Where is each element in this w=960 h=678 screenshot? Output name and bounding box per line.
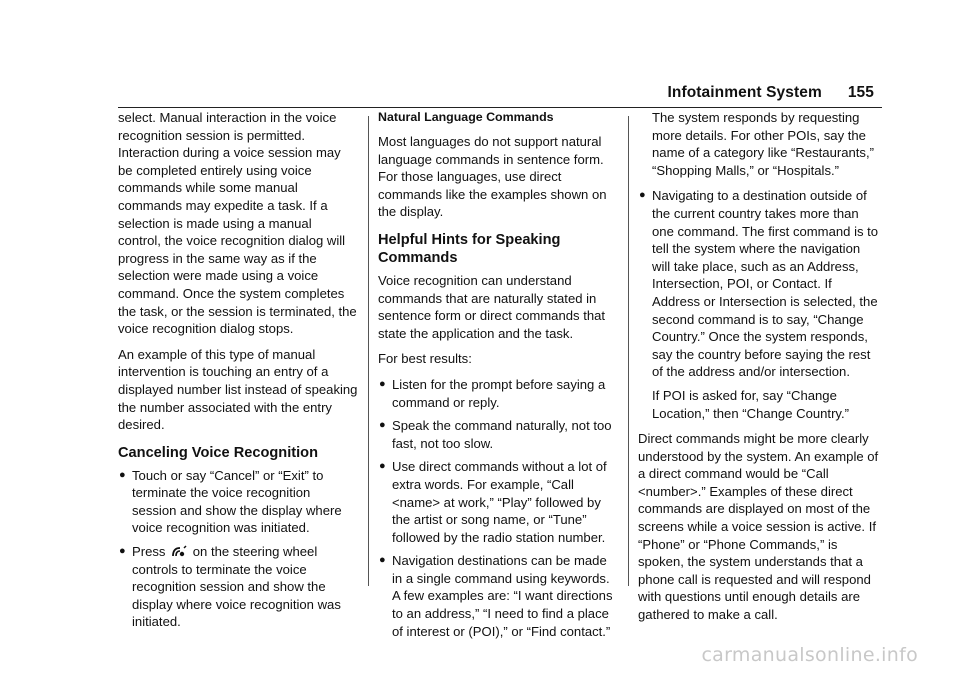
bullet-text: Navigating to a destination outside of the current country takes more than one command. The first command is to tell the system where the navigation will take place, such as an Address, Intersection, POI, or Contact. If Address or Intersection is selected, the second command is to say, “Change Country.” Once the system responds, say the country before saying the rest of the address and/or intersection.	[652, 188, 879, 380]
bullet-text: Listen for the prompt before saying a command or reply.	[392, 376, 606, 410]
list-item	[118, 467, 358, 537]
column-1	[118, 109, 358, 637]
bullet-icon: ●	[379, 377, 386, 390]
list-item	[378, 376, 618, 411]
column-divider-2	[628, 116, 629, 586]
bullet-text: Navigation destinations can be made in a single command using keywords. A few examples are: “I want directions to an address,” “I need to find a place of interest or (POI),” or “Find contact.”	[392, 553, 613, 639]
col2-paragraph-2: Voice recognition can understand commands that are naturally stated in sentence form or direct commands that state the application and the task.	[378, 272, 606, 341]
page-number: 155	[847, 84, 874, 101]
list-item	[378, 458, 618, 546]
list-item	[118, 543, 358, 631]
list-item	[638, 187, 880, 381]
col3-paragraph-2: If POI is asked for, say “Change Location,” then “Change Country.”	[652, 387, 850, 421]
section-title: Infotainment System	[667, 84, 822, 101]
bullet-icon: ●	[379, 460, 386, 473]
watermark: carmanualsonline.info	[701, 644, 918, 666]
col3-paragraph-1: The system responds by requesting more details. For other POIs, say the name of a category like “Restaurants,” “Shopping Malls,” or “Hospitals.”	[652, 110, 874, 178]
heading-helpful-hints: Helpful Hints for Speaking Commands	[378, 231, 561, 266]
navigation-bullet-list	[638, 187, 880, 381]
cancel-bullet-list	[118, 467, 358, 631]
bullet-icon: ●	[119, 468, 126, 481]
bullet-text: Speak the command naturally, not too fast, not too slow.	[392, 418, 612, 451]
list-item	[378, 417, 618, 452]
subheading-natural-language-commands: Natural Language Commands	[378, 110, 554, 124]
heading-canceling-voice-recognition: Canceling Voice Recognition	[118, 444, 319, 461]
voice-steering-wheel-icon	[171, 545, 187, 558]
bullet-text: Use direct commands without a lot of extra words. For example, “Call <name> at work,” “Play” followed by the artist or song name, or “Tune” followed by the radio station number.	[392, 459, 607, 545]
bullet-icon: ●	[379, 554, 386, 567]
list-item	[378, 552, 618, 640]
col3-paragraph-3: Direct commands might be more clearly understood by the system. An example of a direct command would be “Call <number>.” Examples of these direct commands are displayed on most of the screens while a voice session is active. If “Phone” or “Phone Commands,” is spoken, the system understands that a phone call is requested and will respond with questions until enough details are gathered to make a call.	[638, 431, 879, 623]
column-divider-1	[368, 116, 369, 586]
bullet-icon: ●	[639, 189, 646, 202]
bullet-text: Touch or say “Cancel” or “Exit” to terminate the voice recognition session and show the display where voice recognition was initiated.	[132, 467, 342, 536]
bullet-text-prefix: Press	[132, 544, 166, 560]
hints-bullet-list	[378, 376, 618, 640]
col2-paragraph-3: For best results:	[378, 351, 472, 367]
bullet-text-suffix: on the steering wheel controls to terminate the voice recognition session and show the display where voice recognition was initiated.	[132, 544, 341, 630]
page-header	[667, 84, 874, 102]
col2-paragraph-1: Most languages do not support natural language commands in sentence form. For those languages, use direct commands like the examples shown on the display.	[378, 134, 607, 220]
col1-paragraph-1: select. Manual interaction in the voice recognition session is permitted. Interaction during a voice session may be completed entirely using voice commands while some manual commands may expedite a task. If a selection is made using a manual control, the voice recognition dialog will progress in the same way as if the selection were made using a voice command. Once the system completes the task, or the session is terminated, the voice recognition dialog stops.	[118, 110, 357, 337]
header-rule	[118, 107, 882, 108]
col1-paragraph-2: An example of this type of manual intervention is touching an entry of a displayed number list instead of speaking the number associated with the entry desired.	[118, 346, 358, 433]
bullet-icon: ●	[379, 419, 386, 432]
column-3	[638, 109, 880, 632]
column-2	[378, 109, 618, 646]
bullet-icon: ●	[119, 545, 126, 558]
